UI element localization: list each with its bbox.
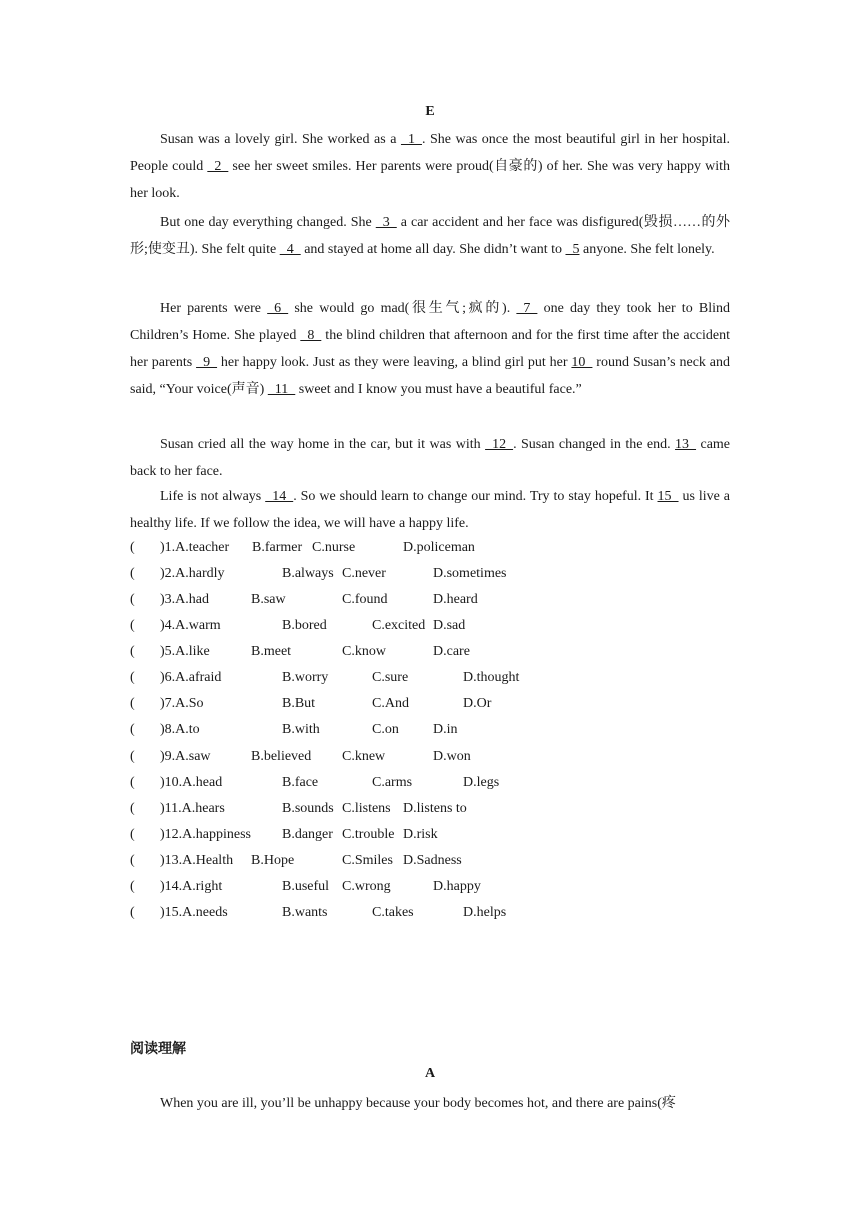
- option-a: )6.A.afraid: [160, 670, 222, 685]
- paragraph-text: the blind children that afternoon and for the first time after the accident her parents: [130, 328, 730, 370]
- reading-passage-title: A: [424, 1066, 436, 1081]
- blank-10: 10: [571, 355, 593, 370]
- reading-paragraph-1: [130, 1090, 730, 1117]
- option-b: B.face: [282, 775, 319, 790]
- answer-paren: (: [130, 905, 135, 920]
- answer-paren: (: [130, 566, 135, 581]
- option-b: B.bored: [282, 618, 327, 633]
- blank-4: 4: [279, 242, 301, 257]
- option-d: D.risk: [403, 827, 438, 842]
- answer-paren: (: [130, 749, 135, 764]
- option-d: D.policeman: [403, 540, 475, 555]
- option-b: B.with: [282, 722, 320, 737]
- option-d: D.Sadness: [403, 853, 462, 868]
- option-c: C.excited: [372, 618, 426, 633]
- paragraph-text: anyone. She felt lonely.: [579, 242, 715, 257]
- option-a: )2.A.hardly: [160, 566, 225, 581]
- option-c: C.sure: [372, 670, 409, 685]
- blank-5: 5: [565, 242, 580, 257]
- paragraph-text: came back to her face.: [130, 437, 731, 479]
- option-c: C.knew: [342, 749, 386, 764]
- blank-15: 15: [657, 489, 679, 504]
- option-c: C.trouble: [342, 827, 395, 842]
- answer-paren: (: [130, 618, 135, 633]
- option-a: )1.A.teacher: [160, 540, 230, 555]
- option-a: )11.A.hears: [160, 801, 225, 816]
- option-b: B.farmer: [252, 540, 303, 555]
- option-c: C.listens: [342, 801, 391, 816]
- option-a: )13.A.Health: [160, 853, 234, 868]
- option-a: )5.A.like: [160, 644, 210, 659]
- passage-paragraph-4: [130, 431, 730, 485]
- paragraph-text: us live a healthy life. If we follow the idea, we will have a happy life.: [130, 489, 731, 531]
- option-a: )10.A.head: [160, 775, 223, 790]
- paragraph-text: she would go mad(很生气;疯的).: [288, 301, 517, 316]
- option-b: B.saw: [251, 592, 286, 607]
- answer-paren: (: [130, 801, 135, 816]
- option-c: C.know: [342, 644, 386, 659]
- option-b: B.danger: [282, 827, 333, 842]
- option-a: )15.A.needs: [160, 905, 228, 920]
- option-d: D.listens to: [403, 801, 467, 816]
- option-a: )9.A.saw: [160, 749, 211, 764]
- option-c: C.on: [372, 722, 399, 737]
- blank-11: 11: [267, 382, 296, 397]
- blank-7: 7: [516, 301, 538, 316]
- passage-e-title: E: [425, 104, 435, 119]
- option-d: D.thought: [463, 670, 520, 685]
- option-b: B.But: [282, 696, 316, 711]
- paragraph-text: round Susan’s neck and said, “Your voice(声音): [130, 355, 731, 397]
- option-d: D.happy: [433, 879, 481, 894]
- option-c: C.Smiles: [342, 853, 393, 868]
- option-a: )7.A.So: [160, 696, 204, 711]
- blank-12: 12: [485, 437, 514, 452]
- paragraph-text: Her parents were: [160, 301, 268, 316]
- option-d: D.sad: [433, 618, 466, 633]
- blank-8: 8: [300, 328, 322, 343]
- option-d: D.in: [433, 722, 458, 737]
- option-b: B.meet: [251, 644, 292, 659]
- option-b: B.useful: [282, 879, 330, 894]
- paragraph-text: But one day everything changed. She: [160, 215, 376, 230]
- blank-6: 6: [267, 301, 289, 316]
- option-c: C.nurse: [312, 540, 356, 555]
- answer-paren: (: [130, 722, 135, 737]
- passage-paragraph-3: [130, 295, 730, 403]
- passage-paragraph-2: [130, 209, 730, 263]
- option-b: B.Hope: [251, 853, 295, 868]
- option-d: D.care: [433, 644, 470, 659]
- option-c: C.takes: [372, 905, 414, 920]
- paragraph-text: and stayed at home all day. She didn’t want to: [300, 242, 566, 257]
- answer-paren: (: [130, 644, 135, 659]
- paragraph-text: . So we should learn to change our mind. Try to stay hopeful. It: [293, 489, 658, 504]
- option-a: )3.A.had: [160, 592, 209, 607]
- paragraph-text: Susan cried all the way home in the car, but it was with: [160, 437, 486, 452]
- blank-9: 9: [196, 355, 218, 370]
- paragraph-text: Susan was a lovely girl. She worked as a: [160, 132, 401, 147]
- answer-paren: (: [130, 853, 135, 868]
- answer-paren: (: [130, 696, 135, 711]
- option-d: D.legs: [463, 775, 500, 790]
- paragraph-text: a car accident and her face was disfigured(毁损……的外形;使变丑). She felt quite: [130, 215, 730, 257]
- option-b: B.wants: [282, 905, 328, 920]
- answer-paren: (: [130, 879, 135, 894]
- paragraph-text: see her sweet smiles. Her parents were proud(自豪的) of her. She was very happy with her look.: [130, 159, 730, 201]
- paragraph-text: Life is not always: [160, 489, 266, 504]
- option-a: )14.A.right: [160, 879, 223, 894]
- blank-14: 14: [265, 489, 294, 504]
- answer-paren: (: [130, 540, 135, 555]
- option-b: B.worry: [282, 670, 329, 685]
- blank-3: 3: [375, 215, 397, 230]
- option-b: B.always: [282, 566, 334, 581]
- answer-paren: (: [130, 670, 135, 685]
- option-d: D.won: [433, 749, 471, 764]
- reading-section-heading: 阅读理解: [130, 1041, 186, 1057]
- blank-2: 2: [207, 159, 229, 174]
- option-c: C.wrong: [342, 879, 391, 894]
- paragraph-text: one day they took her to Blind Children’s Home. She played: [130, 301, 730, 343]
- option-c: C.And: [372, 696, 409, 711]
- passage-paragraph-1: [130, 126, 730, 207]
- answer-paren: (: [130, 827, 135, 842]
- option-a: )8.A.to: [160, 722, 200, 737]
- paragraph-text: . She was once the most beautiful girl in her hospital. People could: [130, 132, 731, 174]
- answer-paren: (: [130, 592, 135, 607]
- option-d: D.Or: [463, 696, 492, 711]
- option-c: C.arms: [372, 775, 413, 790]
- option-a: )4.A.warm: [160, 618, 221, 633]
- option-b: B.sounds: [282, 801, 334, 816]
- blank-13: 13: [675, 437, 697, 452]
- option-c: C.never: [342, 566, 386, 581]
- passage-paragraph-5: [130, 483, 730, 537]
- paragraph-text: When you are ill, you’ll be unhappy because your body becomes hot, and there are pains(疼: [160, 1096, 676, 1111]
- option-d: D.helps: [463, 905, 507, 920]
- option-d: D.heard: [433, 592, 478, 607]
- paragraph-text: sweet and I know you must have a beautiful face.”: [295, 382, 582, 397]
- option-d: D.sometimes: [433, 566, 507, 581]
- option-b: B.believed: [251, 749, 312, 764]
- option-c: C.found: [342, 592, 388, 607]
- paragraph-text: her happy look. Just as they were leaving, a blind girl put her: [217, 355, 572, 370]
- answer-paren: (: [130, 775, 135, 790]
- option-a: )12.A.happiness: [160, 827, 251, 842]
- blank-1: 1: [400, 132, 422, 147]
- paragraph-text: . Susan changed in the end.: [513, 437, 676, 452]
